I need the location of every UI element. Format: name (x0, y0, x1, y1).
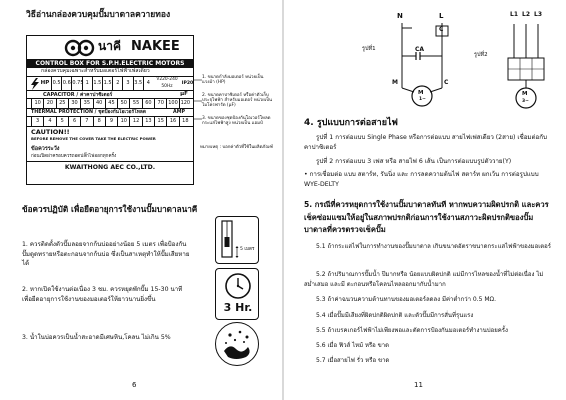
label-motor-1ph: M (418, 90, 424, 96)
three-hours-label: 3 Hr. (223, 301, 253, 314)
clock-icon-box (215, 268, 259, 320)
thermal-value-cell: 4 (43, 117, 55, 126)
brand-en: NAKEE (131, 39, 180, 54)
thermal-value-cell: 12 (129, 117, 141, 126)
tip-1: 1. ควรติดตั้งตัวปั๊มลอยจากก้นบ่ออย่างน้อย 5 เมตร เพื่อป้องกันปั๊มดูดทรายหรือตะกอนจากก้นบ่อ ซึ่งเป็นสาเหตุทำให้ปั๊มเสียหายได้ (22, 241, 190, 268)
hp-value-cell: 1.5 (92, 77, 102, 90)
thermal-label: THERMAL PROTECTION / ชุดป้องกันโอเวอร์โหลด (31, 110, 146, 115)
caution-title: CAUTION!! (31, 128, 70, 136)
hp-value-cell: 1.5 (102, 77, 112, 90)
section4-note: • การเชื่อมต่อ แบบ สตาร์ท, รันนิ่ง และ การลดความต้นไฟ สตาร์ท ผกเว้น การต่อรูปแบบ WYE-DELTY (304, 171, 539, 188)
label-c: C (444, 79, 449, 86)
caution-text: BEFORE REMOVE THE COVER TAKE THE ELECTRIC POWER (31, 136, 156, 141)
hp-value-cell: 0.6 (61, 77, 71, 90)
tip-2: 2. หากเปิดใช้งานต่อเนื่อง 3 ชม. ควรหยุดพักปั๊ม 15-30 นาที เพื่อยืดอายุการใช้งานของมอเตอร์ให้ยาวนานยิ่งขึ้น (22, 286, 183, 303)
section4-fig1: รูปที่ 1 การต่อแบบ Single Phase หรือการต่อแบบ สายไฟเฟสเดียว (2สาย) เชื่อมต่อกับ คาปาซิเตอร์ (304, 134, 547, 151)
capacitor-label: CAPACITOR / ค่าคาปาซิเตอร์ (43, 92, 113, 98)
capacitor-value-cell: 100 (168, 100, 178, 106)
section5-item-2: 5.2 ถ้าปริมาณการปั๊มน้ำ ปีมากหรือ น้อยแบบผิดปกติ แม่มีการไหลของน้ำที่ไม่ต่อเนื่อง ไม่สม่ำเสมอ และมี ตะกอนหรือโคลนไหลออกมากับน้ำมาก (304, 271, 544, 289)
page-right (284, 0, 566, 400)
section5-item-3: 5.3 ถ้าค่าฉนวนความต้านทานของมอเตอร์ลดลง มีค่าต่ำกว่า 0.5 MΩ. (316, 296, 497, 303)
label-1ph: 1~ (419, 97, 426, 102)
thermal-value-cell: 7 (80, 117, 92, 126)
lightning-icon (30, 78, 40, 90)
section5-item-5: 5.5 ถ้าเบรคเกอร์ไฟฟ้าไม่เพียงพอและตัดการป้องกันมอเตอร์ทำงานบ่อยครั้ง (316, 327, 508, 334)
label-m: M (392, 79, 398, 86)
section5-title: 5. กรณีที่ควรหยุดการใช้งานปั๊มบาดาลทันที หากพบความผิดปรกติ และควรเช็คซ่อมแซมให้อยู่ในสภาพปรกติก่อนการใช้งานสภาวะผิดปรกติของปั๊มบาดาลที่ควรตรวจเช็คปั๊ม (304, 200, 549, 235)
annotation-2: 2. ขนาดคาปาซิเตอร์ หรือค่าตัวเก็บประจุไฟฟ้า สำหรับมอเตอร์ หน่วยเป็น ไมโครฟารัด (µF) (202, 93, 273, 109)
label-c-top: C (439, 26, 444, 33)
section4-fig2: รูปที่ 2 การต่อแบบ 3 เฟส หรือ สายไฟ 6 เส้น เป็นการต่อแบบรูปตัววาย(Y) (316, 158, 512, 165)
ip-label: IP20 (181, 81, 194, 86)
freq-label: 50Hz (161, 83, 173, 89)
capacitor-value-cell: 55 (129, 99, 141, 108)
annotation-1: 1. ขนาดกำลังมอเตอร์ หน่วยเป็น แรงม้า (HP) (202, 75, 264, 86)
capacitor-value-cell: 50 (117, 99, 129, 108)
hp-value-cell: 0.75 (71, 77, 81, 90)
heading-read-control-box: วิธีอ่านกล่องควบคุมปั๊มบาดาลควายทอง (26, 10, 171, 20)
annotation-3: 3. ขนาดของชุดป้องกันโอเวอร์โหลด กระแสไฟฟ้าสูง หน่วยเป็น แอมป์ (202, 116, 271, 127)
label-l2: L2 (522, 11, 530, 18)
thermal-value-cell: 13 (142, 117, 154, 126)
page-number-left: 6 (132, 381, 137, 389)
page-left (0, 0, 282, 400)
uf-label: µF (180, 91, 188, 97)
capacitor-value-cell: 20 (43, 99, 55, 108)
label-l: L (439, 12, 444, 20)
section5-item-4: 5.4 เมื่อปั๊มมีเสียงที่ผิดปกติผิดปกติ และตัวปั๊มมีการสั่นที่รุนแรง (316, 312, 474, 319)
capacitor-value-cell: 40 (93, 99, 105, 108)
label-l1: L1 (510, 11, 518, 18)
section4-title: 4. รูปแบบการต่อสายไฟ (304, 118, 398, 128)
thermal-value-cell: 3 (31, 117, 43, 126)
callout-lines (150, 35, 270, 185)
page-number-right: 11 (414, 381, 423, 389)
warning-text: ก่อนเปิดฝาครอบควรถอดปลั๊กไฟออกทุกครั้ง (31, 154, 117, 159)
label-ca: CA (415, 46, 425, 53)
label-motor-3ph: M (522, 91, 528, 97)
capacitor-value-cell: 10 (31, 99, 43, 108)
hp-value-cell: 2 (112, 77, 122, 90)
hp-value-cell: 0.5 (51, 77, 61, 90)
three-phase-wiring-diagram (502, 8, 562, 118)
nameplate-subtitle: กล่องควบคุมเฉพาะสำหรับมอเตอร์ไฟฟ้าเฟสเดียว (41, 68, 150, 74)
hp-value-cell: 4 (143, 77, 153, 90)
volt-label: V220-240 (156, 77, 178, 82)
thermal-value-cell: 8 (93, 117, 105, 126)
section5-item-6: 5.6 เมื่อ ฟิวส์ ไหม้ หรือ ขาด (316, 342, 390, 349)
recommend-heading: ข้อควรปฏิบัติ เพื่อยืดอายุการใช้งานปั๊มบาดาลนาคี (22, 204, 198, 214)
warning-title: ข้อควรระวัง (31, 146, 60, 152)
section5-item-1: 5.1 ถ้ากระแสไฟในการทำงานของปั๊มบาดาล เกินขนาดอัตราขนาดกระแสไฟฟ้าของมอเตอร์ (316, 243, 552, 250)
capacitor-value-cell: 30 (68, 99, 80, 108)
label-3ph: 3~ (522, 99, 529, 104)
capacitor-value-cell: 120 (180, 100, 191, 106)
nameplate-title: CONTROL BOX FOR S.P.H.ELECTRIC MOTORS (27, 59, 193, 68)
remark: หมายเหตุ : บอกค่าตัวที่ใช้ในผลิตภัณฑ์ (200, 145, 274, 150)
capacitor-value-cell: 60 (142, 99, 154, 108)
label-n: N (397, 12, 403, 20)
hp-value-cell: 1 (82, 77, 92, 90)
capacitor-value-cell: 45 (105, 99, 117, 108)
thermal-value-cell: 15 (154, 117, 166, 126)
capacitor-value-cell: 25 (56, 99, 68, 108)
capacitor-value-cell: 35 (80, 99, 92, 108)
well-depth-label: 5 เมตร (240, 247, 255, 252)
thermal-value-cell: 5 (56, 117, 68, 126)
well-depth-icon (215, 216, 259, 264)
label-l3: L3 (534, 11, 542, 18)
thermal-value-cell: 10 (117, 117, 129, 126)
tip-3: 3. น้ำในบ่อควรเป็นน้ำสะอาดมีเศษหิน,โคลน ไม่เกิน 5% (22, 334, 171, 341)
capacitor-value-cell: 70 (154, 99, 166, 108)
dirty-water-icon (215, 322, 259, 366)
thermal-value-cell: 16 (166, 117, 178, 126)
hp-label: HP (40, 80, 50, 86)
brand-thai: นาคี (98, 39, 121, 53)
hp-value-cell: 3 (122, 77, 132, 90)
amp-label: AMP (173, 110, 186, 115)
maker-name: KWAITHONG AEC CO.,LTD. (64, 164, 156, 171)
section5-item-7: 5.7 เมื่อสายไฟ รั่ว หรือ ขาด (316, 357, 390, 364)
thermal-value-cell: 9 (105, 117, 117, 126)
thermal-value-cell: 18 (179, 117, 191, 126)
hp-value-cell: 3.5 (133, 77, 143, 90)
label-fig2: รูปที่2 (474, 52, 488, 58)
label-fig1: รูปที่1 (362, 46, 376, 52)
thermal-value-cell: 6 (68, 117, 80, 126)
nakee-logo-icon (65, 39, 95, 57)
